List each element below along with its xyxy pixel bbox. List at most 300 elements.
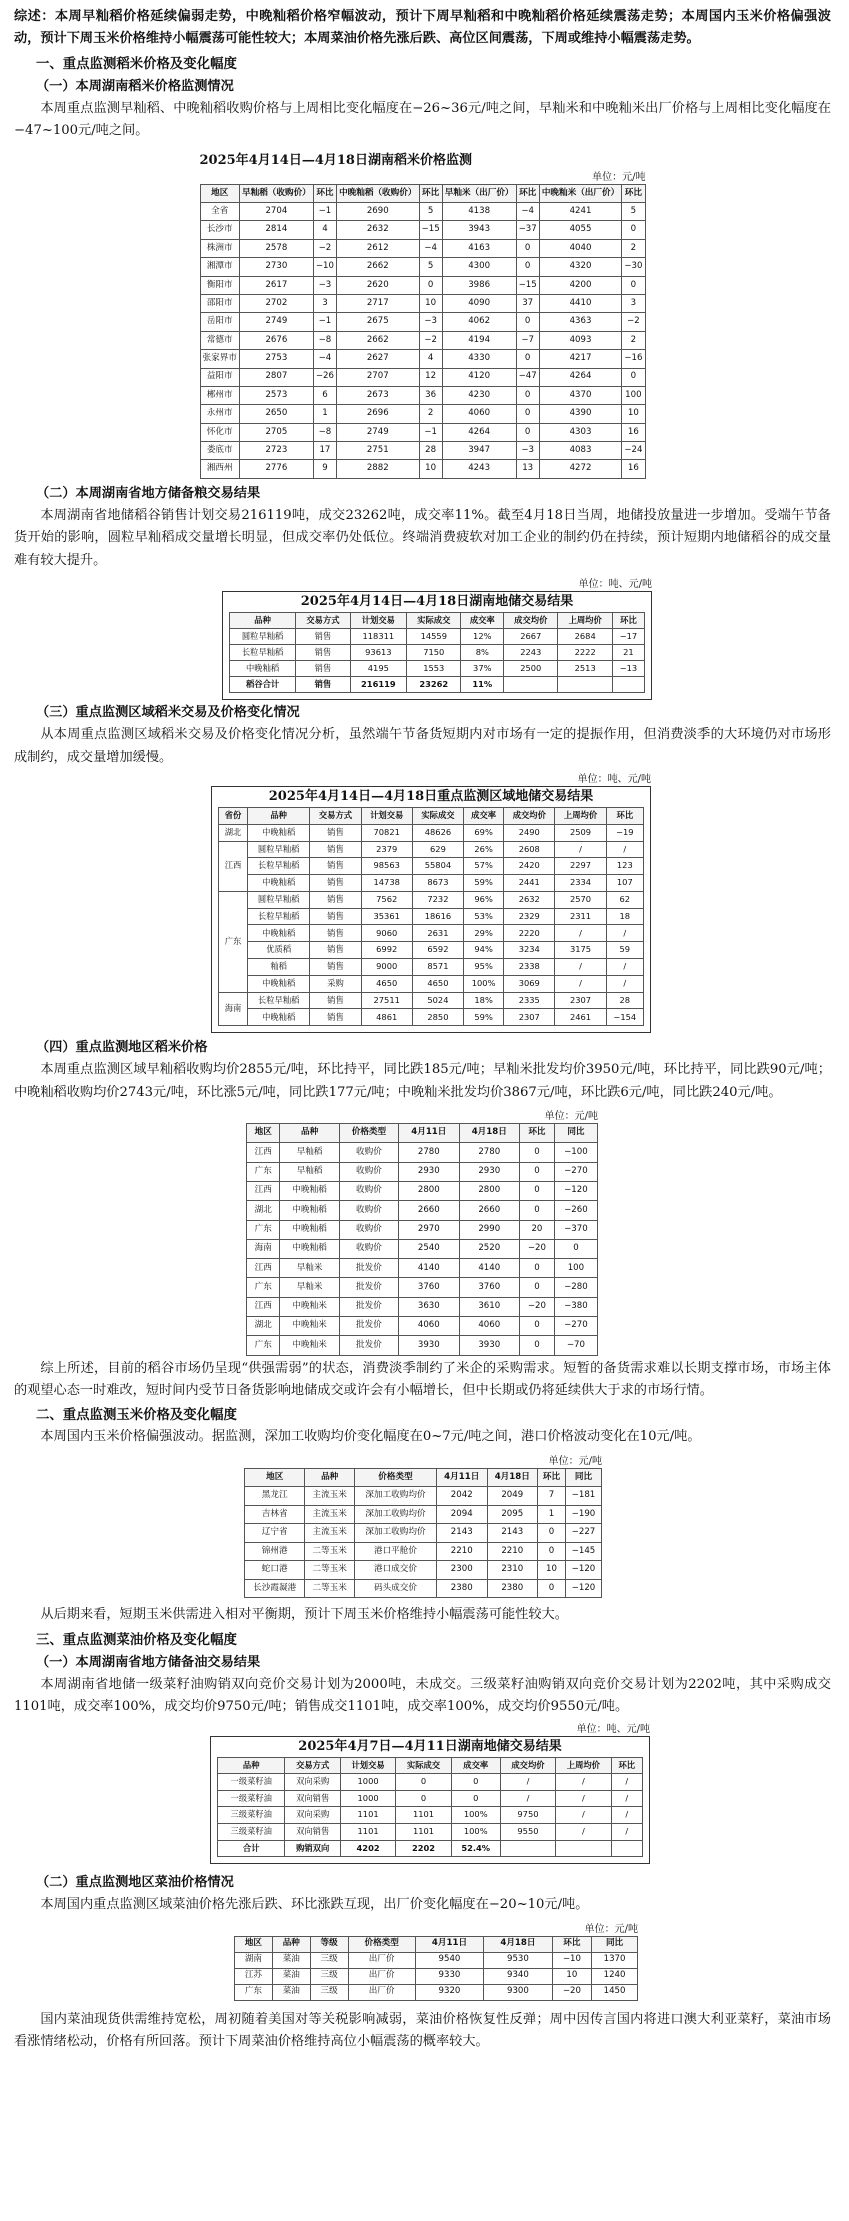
table-cell: 三级 <box>310 1952 348 1968</box>
table-cell: 1 <box>313 405 336 423</box>
hunan-reserve-trade-table <box>229 612 645 693</box>
section-3-1-title: （一）本周湖南省地方储备油交易结果 <box>36 1654 261 1670</box>
table-cell: −10 <box>313 258 336 276</box>
table-cell: 2513 <box>558 661 612 677</box>
table-cell: 中晚籼稻 <box>247 1009 309 1026</box>
table-cell: 永州市 <box>200 405 239 423</box>
table-cell: 69% <box>464 824 504 841</box>
table-row <box>200 313 645 331</box>
table-cell: 0 <box>520 1162 555 1181</box>
table-cell: 4330 <box>442 350 516 368</box>
table-cell: 收购价 <box>339 1201 398 1220</box>
table-cell: 辽宁省 <box>245 1524 305 1543</box>
table-unit: 单位：元/吨 <box>584 1923 638 1935</box>
table-cell: 双向采购 <box>285 1774 340 1791</box>
table-cell: 2210 <box>436 1542 487 1561</box>
header-cell: 4月18日 <box>459 1124 519 1143</box>
header-cell: 4月18日 <box>484 1936 552 1952</box>
table-cell: −10 <box>552 1952 591 1968</box>
table-cell: 2631 <box>412 925 463 942</box>
table-cell: −26 <box>313 368 336 386</box>
section-1-3-title: （三）重点监测区域稻米交易及价格变化情况 <box>36 705 300 721</box>
table-cell: 衡阳市 <box>200 276 239 294</box>
table-cell: 4202 <box>340 1840 395 1857</box>
table-cell: 5 <box>419 258 442 276</box>
header-cell: 4月11日 <box>415 1936 483 1952</box>
table-cell: 销售 <box>310 1009 361 1026</box>
table-cell: 7 <box>538 1487 566 1506</box>
section-3-2-paragraph: 本周国内重点监测区域菜油价格先涨后跌、环比涨跌互现，出厂价变化幅度在−20~10元/吨。 <box>40 1897 589 1913</box>
table-cell: −2 <box>419 331 442 349</box>
table-cell: 2780 <box>459 1143 519 1162</box>
table-cell: 双向采购 <box>285 1807 340 1824</box>
table-cell: 2222 <box>558 645 612 661</box>
table-cell: / <box>606 925 643 942</box>
table-cell: −370 <box>554 1220 597 1239</box>
table-cell: −1 <box>313 313 336 331</box>
table-cell: 4040 <box>539 239 622 257</box>
table-cell: 收购价 <box>339 1162 398 1181</box>
table-row <box>219 975 644 992</box>
table-cell: 100% <box>451 1807 500 1824</box>
table-cell: 深加工收购均价 <box>354 1487 436 1506</box>
table-cell: 码头成交价 <box>354 1579 436 1598</box>
header-cell: 同比 <box>565 1468 601 1487</box>
table-cell: −16 <box>622 350 645 368</box>
table-cell: −7 <box>516 331 539 349</box>
table-cell: 早籼稻 <box>280 1143 339 1162</box>
table-cell: 12 <box>419 368 442 386</box>
header-cell: 实际成交 <box>407 613 461 629</box>
table-cell: 批发价 <box>339 1336 398 1355</box>
table-title: 2025年4月14日—4月18日湖南地储交易结果 <box>300 594 574 610</box>
region-rice-price-table <box>246 1123 598 1356</box>
header-cell: 环比 <box>520 1124 555 1143</box>
table-cell: −3 <box>419 313 442 331</box>
table-cell <box>558 677 612 693</box>
table-row <box>247 1201 598 1220</box>
table-cell: 批发价 <box>339 1317 398 1336</box>
table-cell: 5 <box>419 203 442 221</box>
table-cell: / <box>500 1790 555 1807</box>
table-row <box>219 925 644 942</box>
table-unit: 单位：元/吨 <box>544 1111 598 1123</box>
table-row <box>200 368 645 386</box>
table-cell: −3 <box>516 442 539 460</box>
table-cell: 11% <box>461 677 504 693</box>
table-cell: / <box>555 841 606 858</box>
table-cell: / <box>606 959 643 976</box>
table-cell: 1240 <box>592 1968 638 1984</box>
table-cell: 18% <box>464 992 504 1009</box>
table-cell: 主流玉米 <box>305 1524 355 1543</box>
table-cell: 4300 <box>442 258 516 276</box>
table-cell: 4320 <box>539 258 622 276</box>
table-cell: 0 <box>516 405 539 423</box>
table-cell: 3175 <box>555 942 606 959</box>
table-cell: 江西 <box>247 1297 280 1316</box>
table-cell: 全省 <box>200 203 239 221</box>
table-cell: 59 <box>606 942 643 959</box>
section-3-title: 三、重点监测菜油价格及变化幅度 <box>36 1631 237 1648</box>
table-cell: 海南 <box>247 1239 280 1258</box>
table-header-row <box>219 807 644 824</box>
table-cell: 0 <box>516 258 539 276</box>
table-row <box>245 1487 602 1506</box>
table-cell: 销售 <box>310 875 361 892</box>
table-cell: 18 <box>606 908 643 925</box>
table-cell: 0 <box>520 1336 555 1355</box>
table-cell: 江西 <box>247 1143 280 1162</box>
table-row <box>230 629 645 645</box>
table-cell: / <box>555 925 606 942</box>
table-cell: 4230 <box>442 386 516 404</box>
table-cell: 57% <box>464 858 504 875</box>
table-cell: 10 <box>552 1968 591 1984</box>
table-cell: 2696 <box>337 405 420 423</box>
table-cell <box>500 1840 555 1857</box>
table-cell: 收购价 <box>339 1143 398 1162</box>
table-cell: 0 <box>451 1774 500 1791</box>
table-cell: 3760 <box>459 1278 519 1297</box>
header-cell: 地区 <box>200 184 239 202</box>
table-cell: / <box>556 1774 611 1791</box>
table-cell: 湘西州 <box>200 460 239 478</box>
header-cell: 交易方式 <box>285 1757 340 1774</box>
header-cell: 地区 <box>247 1124 280 1143</box>
table-row <box>200 294 645 312</box>
header-cell: 环比 <box>538 1468 566 1487</box>
table-cell: 2749 <box>239 313 313 331</box>
table-cell: 5 <box>622 203 645 221</box>
table-cell: 2684 <box>558 629 612 645</box>
table-cell: 6 <box>313 386 336 404</box>
table-cell: 9060 <box>361 925 412 942</box>
table-cell: −1 <box>313 203 336 221</box>
table-cell: 37 <box>516 294 539 312</box>
table-row <box>200 239 645 257</box>
table-cell: 2753 <box>239 350 313 368</box>
table-cell: −47 <box>516 368 539 386</box>
header-cell: 实际成交 <box>396 1757 451 1774</box>
table-cell: 批发价 <box>339 1259 398 1278</box>
table-cell: 0 <box>396 1774 451 1791</box>
table-cell: 1450 <box>592 1984 638 2000</box>
header-cell: 计划交易 <box>340 1757 395 1774</box>
table-cell: 2814 <box>239 221 313 239</box>
header-cell: 环比 <box>611 1757 642 1774</box>
table-cell: 2662 <box>337 258 420 276</box>
table-cell: 0 <box>538 1542 566 1561</box>
table-cell: 中晚籼稻 <box>247 875 309 892</box>
table-cell: −154 <box>606 1009 643 1026</box>
table-cell: 8571 <box>412 959 463 976</box>
table-cell: 2612 <box>337 239 420 257</box>
table-cell: 港口平舱价 <box>354 1542 436 1561</box>
hunan-oil-trade-table <box>217 1757 643 1858</box>
region-reserve-trade-table-block <box>211 773 651 1033</box>
table-cell: 4363 <box>539 313 622 331</box>
section-1-4-title: （四）重点监测地区稻米价格 <box>36 1040 208 1056</box>
table-cell: / <box>611 1774 642 1791</box>
table-cell: 2632 <box>337 221 420 239</box>
table-cell: 2617 <box>239 276 313 294</box>
table-cell: 1101 <box>340 1823 395 1840</box>
table-cell: 6992 <box>361 942 412 959</box>
table-cell: 9 <box>313 460 336 478</box>
table-cell: 7232 <box>412 891 463 908</box>
table-cell: 2620 <box>337 276 420 294</box>
table-cell: 0 <box>516 313 539 331</box>
table-cell: 深加工收购均价 <box>354 1505 436 1524</box>
table-row <box>235 1968 638 1984</box>
table-cell: 100 <box>622 386 645 404</box>
table-cell: 销售 <box>310 824 361 841</box>
table-row <box>219 908 644 925</box>
table-cell: 中晚籼稻 <box>280 1201 339 1220</box>
table-cell: / <box>611 1790 642 1807</box>
section-1-2-paragraph: 本周湖南省地储稻谷销售计划交易216119吨，成交23262吨，成交率11%。截至4月18日当周，地储投放量进一步增加。受端午节备货开始的影响，圆粒早籼稻成交量增长明显，但成交率仍处低位。终端消费疲软对加工企业的制约仍在持续，预计短期内地储稻谷的成交量难有较大提升。 <box>14 507 831 568</box>
header-cell: 同比 <box>554 1124 597 1143</box>
table-cell: 3943 <box>442 221 516 239</box>
table-cell: 8673 <box>412 875 463 892</box>
header-cell: 计划交易 <box>350 613 406 629</box>
table-cell: 2143 <box>436 1524 487 1543</box>
table-cell: 0 <box>622 276 645 294</box>
table-cell: 锦州港 <box>245 1542 305 1561</box>
table-header-row <box>200 184 645 202</box>
table-cell: 中晚籼稻 <box>247 975 309 992</box>
table-cell: 2800 <box>459 1181 519 1200</box>
table-cell: 28 <box>606 992 643 1009</box>
table-cell: / <box>555 975 606 992</box>
table-cell: −13 <box>612 661 644 677</box>
table-title: 2025年4月14日—4月18日重点监测区域地储交易结果 <box>268 788 594 804</box>
table-cell: 中晚籼稻 <box>280 1239 339 1258</box>
table-cell: 中晚籼稻 <box>280 1181 339 1200</box>
table-cell <box>611 1840 642 1857</box>
table-cell: 销售 <box>310 992 361 1009</box>
section-3-2-title: （二）重点监测地区菜油价格情况 <box>36 1875 234 1891</box>
table-cell: 2297 <box>555 858 606 875</box>
table-cell: 0 <box>516 386 539 404</box>
table-cell: 7150 <box>407 645 461 661</box>
table-cell: 21 <box>612 645 644 661</box>
table-cell: 100% <box>451 1823 500 1840</box>
table-cell: 20 <box>520 1220 555 1239</box>
table-row <box>218 1774 643 1791</box>
table-cell: 4303 <box>539 423 622 441</box>
header-cell: 实际成交 <box>412 807 463 824</box>
table-cell: 14738 <box>361 875 412 892</box>
table-cell: 4241 <box>539 203 622 221</box>
header-cell: 等级 <box>310 1936 348 1952</box>
table-cell: 62 <box>606 891 643 908</box>
table-cell: 合计 <box>218 1840 285 1857</box>
table-cell: 59% <box>464 1009 504 1026</box>
header-cell: 价格类型 <box>339 1124 398 1143</box>
header-cell: 交易方式 <box>296 613 350 629</box>
table-cell: 双向销售 <box>285 1790 340 1807</box>
table-cell: 早籼米 <box>280 1259 339 1278</box>
header-cell: 成交率 <box>461 613 504 629</box>
table-row <box>219 992 644 1009</box>
table-cell: 主流玉米 <box>305 1487 355 1506</box>
table-cell: 2329 <box>504 908 555 925</box>
table-cell: 中晚籼稻 <box>247 925 309 942</box>
header-cell: 省份 <box>219 807 248 824</box>
table-cell: 益阳市 <box>200 368 239 386</box>
province-cell: 江西 <box>219 841 248 891</box>
header-cell: 上周均价 <box>556 1757 611 1774</box>
table-cell: 4217 <box>539 350 622 368</box>
table-cell <box>504 677 558 693</box>
table-cell: 4060 <box>459 1317 519 1336</box>
table-cell: 0 <box>516 423 539 441</box>
table-cell: 0 <box>622 221 645 239</box>
table-cell: 蛇口港 <box>245 1561 305 1580</box>
table-cell: 二等玉米 <box>305 1542 355 1561</box>
table-row <box>219 891 644 908</box>
table-row <box>200 405 645 423</box>
table-cell: −2 <box>313 239 336 257</box>
table-cell: 2202 <box>396 1840 451 1857</box>
table-cell: −120 <box>565 1561 601 1580</box>
table-cell: −24 <box>622 442 645 460</box>
header-cell: 环比 <box>622 184 645 202</box>
table-row <box>200 460 645 478</box>
table-cell: 2705 <box>239 423 313 441</box>
table-cell: 中晚籼米 <box>280 1336 339 1355</box>
table-cell: −100 <box>554 1143 597 1162</box>
table-cell: 张家界市 <box>200 350 239 368</box>
table-cell: 52.4% <box>451 1840 500 1857</box>
table-cell: 2094 <box>436 1505 487 1524</box>
table-cell: 销售 <box>296 629 350 645</box>
table-cell: 0 <box>538 1579 566 1598</box>
table-row <box>218 1790 643 1807</box>
header-cell: 上周均价 <box>558 613 612 629</box>
table-cell: −15 <box>419 221 442 239</box>
table-cell: 4083 <box>539 442 622 460</box>
table-cell: 4060 <box>399 1317 459 1336</box>
table-cell: 2420 <box>504 858 555 875</box>
table-row <box>235 1952 638 1968</box>
table-cell: 17 <box>313 442 336 460</box>
table-cell: / <box>606 841 643 858</box>
table-cell: 12% <box>461 629 504 645</box>
table-cell: 长粒早籼稻 <box>230 645 296 661</box>
table-cell: 收购价 <box>339 1181 398 1200</box>
header-cell: 环比 <box>612 613 644 629</box>
table-cell: 0 <box>520 1201 555 1220</box>
table-cell: 株洲市 <box>200 239 239 257</box>
table-cell: 9330 <box>415 1968 483 1984</box>
table-cell: 4370 <box>539 386 622 404</box>
table-cell: 销售 <box>310 908 361 925</box>
table-cell: 98563 <box>361 858 412 875</box>
table-cell: 3930 <box>459 1336 519 1355</box>
header-cell: 4月18日 <box>487 1468 538 1487</box>
header-cell: 上周均价 <box>555 807 606 824</box>
table-cell: 1000 <box>340 1790 395 1807</box>
table-cell: 2 <box>419 405 442 423</box>
table-cell: / <box>611 1807 642 1824</box>
table-cell: 销售 <box>296 677 350 693</box>
table-cell: 广东 <box>247 1162 280 1181</box>
oil-price-table <box>234 1936 638 2001</box>
table-cell: 53% <box>464 908 504 925</box>
table-row <box>219 959 644 976</box>
table-unit: 单位：元/吨 <box>548 1455 602 1467</box>
table-cell: 三级 <box>310 1968 348 1984</box>
table-cell: 3 <box>313 294 336 312</box>
table-cell: 2990 <box>459 1220 519 1239</box>
table-cell: 3069 <box>504 975 555 992</box>
table-cell: 629 <box>412 841 463 858</box>
table-cell: 长沙市 <box>200 221 239 239</box>
oil-price-table-block <box>234 1923 638 2001</box>
table-cell: 销售 <box>296 661 350 677</box>
table-row <box>200 386 645 404</box>
table-cell: / <box>556 1807 611 1824</box>
table-cell: 2662 <box>337 331 420 349</box>
table-cell: 9550 <box>500 1823 555 1840</box>
table-cell: 0 <box>516 350 539 368</box>
table-cell: 9530 <box>484 1952 552 1968</box>
header-cell: 地区 <box>235 1936 273 1952</box>
table-cell: 27511 <box>361 992 412 1009</box>
table-cell: 4055 <box>539 221 622 239</box>
table-cell: 2807 <box>239 368 313 386</box>
table-cell: −181 <box>565 1487 601 1506</box>
table-cell: 16 <box>622 460 645 478</box>
summary-paragraph: 综述：本周早籼稻价格延续偏弱走势，中晚籼稻价格窄幅波动，预计下周早籼稻和中晚籼稻价格延续震荡走势；本周国内玉米价格偏强波动，预计下周玉米价格维持小幅震荡可能性较大；本周菜油价格先涨后跌、高位区间震荡，下周或维持小幅震荡走势。 <box>14 9 831 47</box>
table-row <box>219 942 644 959</box>
table-cell: 4090 <box>442 294 516 312</box>
table-cell: 长粒早籼稻 <box>247 908 309 925</box>
table-cell: 16 <box>622 423 645 441</box>
table-cell: 2573 <box>239 386 313 404</box>
table-cell: 2143 <box>487 1524 538 1543</box>
table-cell: 9320 <box>415 1984 483 2000</box>
table-row <box>200 276 645 294</box>
table-row <box>230 645 645 661</box>
table-cell: 29% <box>464 925 504 942</box>
table-cell: 4060 <box>442 405 516 423</box>
table-cell: 批发价 <box>339 1297 398 1316</box>
table-cell: 采购 <box>310 975 361 992</box>
table-cell: 广东 <box>235 1984 273 2000</box>
table-row <box>235 1984 638 2000</box>
table-cell: −20 <box>552 1984 591 2000</box>
table-cell: 4 <box>313 221 336 239</box>
table-cell: 2776 <box>239 460 313 478</box>
table-cell: 销售 <box>296 645 350 661</box>
province-cell: 海南 <box>219 992 248 1026</box>
table-cell: 28 <box>419 442 442 460</box>
table-title: 2025年4月7日—4月11日湖南地储交易结果 <box>298 1738 562 1754</box>
table-cell: 9300 <box>484 1984 552 2000</box>
section-3-2-conclusion: 国内菜油现货供需维持宽松，周初随着美国对等关税影响减弱，菜油价格恢复性反弹；周中因传言国内将进口澳大利亚菜籽，菜油市场看涨情绪松动，价格有所回落。预计下周菜油价格维持高位小幅震荡的概率较大。 <box>14 2011 831 2049</box>
header-cell: 品种 <box>280 1124 339 1143</box>
table-cell: 2520 <box>459 1239 519 1258</box>
section-1-3-paragraph: 从本周重点监测区域稻米交易及价格变化情况分析，虽然端午节备货短期内对市场有一定的提振作用，但消费淡季的大环境仍对市场形成制约，成交量增加缓慢。 <box>14 727 831 765</box>
table-cell: 4861 <box>361 1009 412 1026</box>
table-cell: 江苏 <box>235 1968 273 1984</box>
hunan-oil-trade-table-block <box>210 1723 650 1865</box>
header-cell: 中晚籼米（出厂价） <box>539 184 622 202</box>
